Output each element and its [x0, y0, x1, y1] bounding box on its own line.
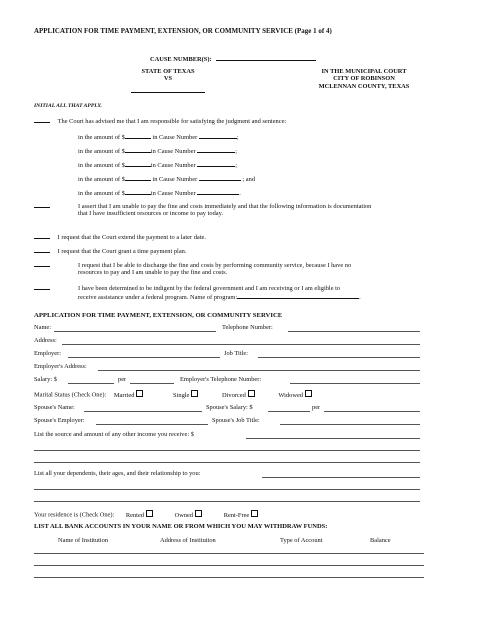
field-job-title-label: Job Title: — [224, 350, 248, 357]
statement-indigent: I have been determined to be indigent by the federal government and I am receiving or I am eligible to receive assistance under a federal program. Name of program: . — [78, 285, 422, 302]
caption-court: IN THE MUNICIPAL COURT — [321, 68, 407, 75]
field-dependents-label: List all your dependents, their ages, and their relationship to you: — [34, 470, 201, 477]
salary-period-field[interactable] — [130, 383, 174, 384]
amount-row — [78, 132, 239, 141]
initial-note: INITIAL ALL THAT APPLY. — [34, 103, 102, 109]
spouse-salary-field[interactable] — [268, 411, 310, 412]
statement-community — [78, 262, 422, 277]
initial-blank[interactable] — [34, 122, 50, 123]
field-employer-label: Employer: — [34, 350, 61, 357]
amount-row — [78, 146, 237, 155]
rent-free-checkbox[interactable] — [251, 510, 258, 517]
telephone-field[interactable] — [288, 331, 420, 332]
divorced-label: Divorced — [222, 391, 246, 399]
employer-field[interactable] — [68, 357, 220, 358]
amount-field[interactable] — [125, 132, 151, 139]
cause-field[interactable] — [197, 146, 235, 153]
statement-advised-text: The Court has advised me that I am responsible for satisfying the judgment and sentence: — [57, 118, 287, 125]
statement-time-payment — [34, 248, 186, 255]
other-income-line[interactable] — [34, 450, 420, 451]
row-suffix: ; — [236, 134, 239, 141]
bank-row-line[interactable] — [34, 565, 424, 566]
amount-label: in the amount of $ — [78, 190, 125, 197]
rented-label: Rented — [125, 511, 144, 519]
amount-label: in the amount of $ — [78, 134, 125, 141]
field-address-label: Address: — [34, 337, 57, 344]
caption-left — [123, 68, 213, 83]
caption-county: MCLENNAN COUNTY, TEXAS — [318, 82, 410, 90]
owned-checkbox[interactable] — [195, 510, 202, 517]
rent-free-label: Rent-Free — [223, 511, 250, 519]
field-spouse-employer-label: Spouse's Employer: — [34, 417, 85, 424]
field-salary-label: Salary: $ — [34, 376, 57, 383]
defendant-name-field[interactable] — [131, 92, 205, 93]
dependents-field[interactable] — [262, 477, 420, 478]
statement-indigent-text-2: receive assistance under a federal program. Name of program: — [78, 294, 238, 302]
cause-field[interactable] — [199, 132, 237, 139]
field-spouse-salary-label: Spouse's Salary: $ — [206, 404, 253, 411]
cause-field[interactable] — [197, 188, 239, 195]
cause-label: in Cause Number — [152, 134, 198, 141]
field-employer-address-label: Employer's Address: — [34, 363, 87, 370]
caption-city: CITY OF ROBINSON — [333, 75, 395, 83]
field-spouse-job-label: Spouse's Job Title: — [212, 417, 260, 424]
amount-field[interactable] — [125, 188, 151, 195]
statement-community-text: I request that I be able to discharge the fine and costs by performing community service, because I have no — [78, 262, 352, 269]
other-income-field[interactable] — [246, 438, 420, 439]
spouse-job-field[interactable] — [280, 424, 420, 425]
widowed-label: Widowed — [278, 391, 303, 399]
bank-col-address: Address of Institution — [160, 537, 216, 544]
other-income-line[interactable] — [34, 462, 420, 463]
amount-label: in the amount of $ — [78, 176, 125, 183]
married-checkbox[interactable] — [136, 390, 143, 397]
row-suffix: ; and — [242, 176, 256, 183]
widowed-checkbox[interactable] — [305, 390, 312, 397]
name-field[interactable] — [54, 331, 216, 332]
row-suffix: ; — [235, 162, 237, 169]
employer-phone-field[interactable] — [290, 383, 420, 384]
initial-blank[interactable] — [34, 262, 50, 269]
cause-number-row — [150, 54, 316, 63]
field-telephone-label: Telephone Number: — [222, 324, 273, 331]
initial-blank[interactable] — [34, 238, 50, 239]
amount-row — [78, 188, 241, 197]
amount-row — [78, 160, 237, 169]
amount-row — [78, 174, 255, 183]
bank-section-title: LIST ALL BANK ACCOUNTS IN YOUR NAME OR FROM WHICH YOU MAY WITHDRAW FUNDS: — [34, 523, 328, 530]
cause-label: in Cause Number — [150, 190, 196, 197]
initial-blank[interactable] — [34, 252, 50, 253]
field-other-income-label: List the source and amount of any other income you receive: $ — [34, 431, 194, 438]
amount-label: in the amount of $ — [78, 162, 125, 169]
owned-label: Owned — [174, 511, 194, 519]
statement-indigent-text: I have been determined to be indigent by the federal government and I am receiving or I am eligible to — [78, 285, 341, 292]
initial-blank[interactable] — [34, 203, 50, 210]
row-suffix: . — [239, 190, 241, 197]
initial-blank[interactable] — [34, 285, 50, 292]
statement-advised — [34, 118, 286, 125]
caption-vs: VS — [163, 75, 173, 83]
address-field[interactable] — [62, 344, 420, 345]
bank-row-line[interactable] — [34, 553, 424, 554]
statement-community-text-2: resources to pay and I am unable to pay the fine and costs. — [78, 269, 228, 277]
cause-label: in Cause Number — [152, 176, 198, 183]
amount-field[interactable] — [125, 146, 151, 153]
field-employer-phone-label: Employer's Telephone Number: — [180, 376, 262, 383]
bank-col-name: Name of Institution — [58, 537, 109, 544]
statement-time-payment-text: I request that the Court grant a time payment plan. — [57, 248, 187, 255]
caption-right — [304, 68, 424, 90]
bank-col-balance: Balance — [370, 537, 391, 544]
amount-label: in the amount of $ — [78, 148, 125, 155]
cause-field[interactable] — [199, 174, 241, 181]
cause-number-label: CAUSE NUMBER(S): — [150, 56, 212, 63]
statement-assert-text-2: that I have insufficient resources or income to pay today. — [78, 210, 223, 218]
spouse-salary-period-field[interactable] — [324, 411, 420, 412]
field-spouse-name-label: Spouse's Name: — [34, 404, 75, 411]
residence-row — [34, 510, 258, 519]
cause-label: in Cause Number — [150, 162, 196, 169]
section-title: APPLICATION FOR TIME PAYMENT, EXTENSION, OR COMMUNITY SERVICE — [34, 312, 283, 319]
program-name-field[interactable] — [237, 292, 359, 299]
caption-state: STATE OF TEXAS — [141, 68, 195, 75]
marital-label: Marital Status (Check One): — [34, 391, 107, 399]
rented-checkbox[interactable] — [146, 510, 153, 517]
salary-field[interactable] — [68, 383, 114, 384]
divorced-checkbox[interactable] — [248, 390, 255, 397]
dependents-line[interactable] — [34, 501, 420, 502]
cause-label: in Cause Number — [150, 148, 196, 155]
bank-row-line[interactable] — [34, 577, 424, 578]
single-label: Single — [173, 391, 190, 399]
statement-assert-text: I assert that I am unable to pay the fine and costs immediately and that the following information is documentation — [78, 203, 372, 210]
statement-assert — [78, 203, 422, 218]
spouse-name-field[interactable] — [84, 411, 202, 412]
cause-number-field[interactable] — [216, 54, 316, 61]
spouse-employer-field[interactable] — [96, 424, 208, 425]
bank-col-type: Type of Account — [280, 537, 323, 544]
field-name-label: Name: — [34, 324, 52, 331]
single-checkbox[interactable] — [191, 390, 198, 397]
job-title-field[interactable] — [258, 357, 420, 358]
marital-row — [34, 390, 312, 399]
amount-field[interactable] — [125, 160, 151, 167]
dependents-line[interactable] — [34, 489, 420, 490]
cause-field[interactable] — [197, 160, 235, 167]
statement-extend — [34, 234, 206, 241]
married-label: Married — [113, 391, 135, 399]
field-spouse-per-label: per — [312, 404, 321, 411]
form-title: APPLICATION FOR TIME PAYMENT, EXTENSION, OR COMMUNITY SERVICE (Page 1 of 4) — [34, 28, 332, 35]
amount-field[interactable] — [125, 174, 151, 181]
row-suffix: ; — [235, 148, 237, 155]
statement-extend-text: I request that the Court extend the payment to a later date. — [57, 234, 206, 241]
residence-label: Your residence is (Check One): — [34, 511, 115, 519]
employer-address-field[interactable] — [98, 370, 420, 371]
field-per-label: per — [118, 376, 127, 383]
